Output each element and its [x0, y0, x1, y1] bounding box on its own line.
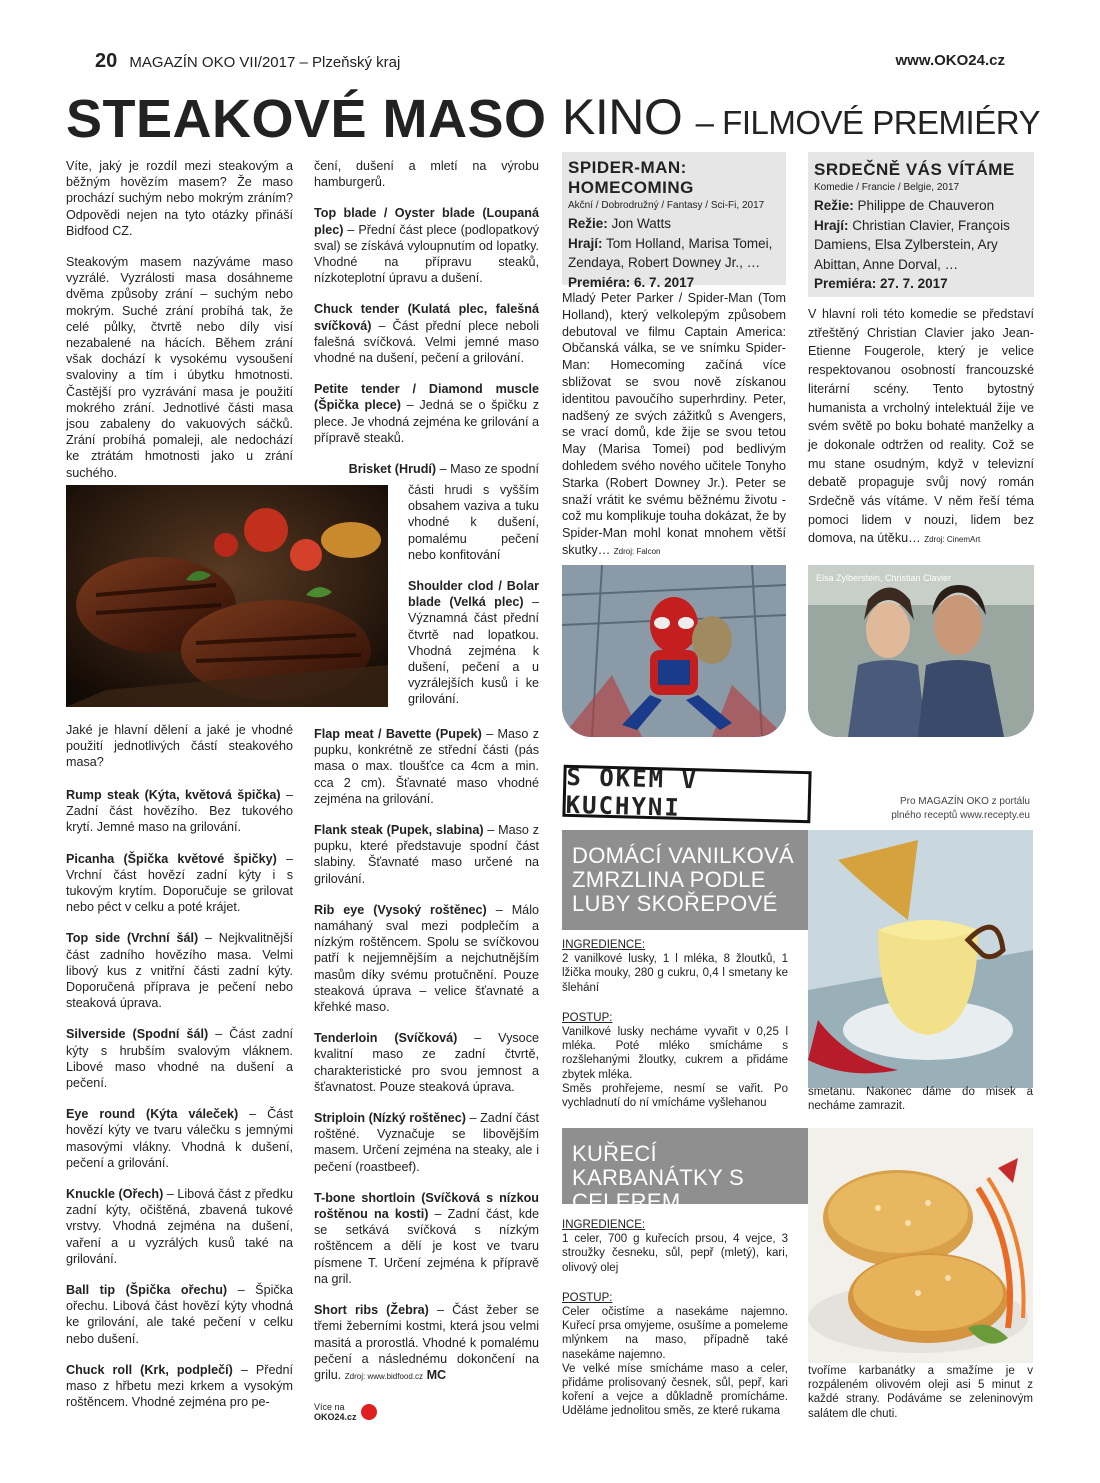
- cut-name: Tenderloin (Svíčková): [314, 1031, 458, 1046]
- cut-text: – Přední maso z hřbetu mezi krkem a vysokým roštěncem. Vhodné zejména pro pe-: [66, 1362, 293, 1410]
- cut-item: [314, 902, 539, 1015]
- cut-name: Striploin (Nízký roštěnec): [314, 1111, 466, 1126]
- recipe-credit: [891, 795, 1030, 823]
- procedure-text: Vanilkové lusky necháme vyvařit v 0,25 l mléka. Poté mléko smícháme s rozšlehanými žloutky, cukrem a přidáme zbytek mléka.: [562, 1026, 788, 1081]
- movie-info-spiderman: [562, 152, 786, 290]
- cut-name: Flank steak (Pupek, slabina): [314, 823, 484, 838]
- cut-name: Shoulder clod / Bolar blade (Velká plec): [408, 579, 539, 610]
- cut-text: části hrudi s vyšším obsahem vaziva a tuku vhodné k dušení, pomalému pečení nebo konfitování: [408, 483, 539, 562]
- photo-caption: Elsa Zylberstein, Christian Clavier: [816, 573, 952, 583]
- director-label: Režie:: [814, 198, 854, 213]
- movie-title: SRDEČNĚ VÁS VÍTÁME: [814, 160, 1015, 179]
- recipe-body-continued: [808, 1364, 1033, 1421]
- movie-director: [814, 196, 1028, 216]
- cut-item: [66, 851, 293, 916]
- cut-item: [66, 1186, 293, 1267]
- cut-item: [66, 1362, 293, 1411]
- cast-label: Hrají:: [814, 217, 849, 233]
- steak-question: Jaké je hlavní dělení a jaké je vhodné použití jednotlivých částí steakového masa?: [66, 723, 293, 770]
- cut-name: Ball tip (Špička ořechu): [66, 1283, 228, 1298]
- cut-text: – Významná část přední čtvrtě nad lopatkou. Vhodná zejména k dušení, pečení a u vyzrálejších kusů i ke grilování.: [408, 595, 539, 707]
- cut-name: Petite tender / Diamond muscle (Špička plece): [314, 382, 539, 413]
- ingredients-label: INGREDIENCE:: [562, 939, 646, 951]
- procedure-label: POSTUP:: [562, 1291, 613, 1304]
- recipe-title: [562, 1128, 810, 1214]
- ingredients-text: 2 vanilkové lusky, 1 l mléka, 8 žloutků, 1 lžička mouky, 280 g cukru, 0,4 l smetany ke šlehání: [562, 953, 788, 994]
- premiere-value: 6. 7. 2017: [630, 274, 695, 290]
- cut-text: – Část hovězí kýty ve tvaru válečku s jemnými masovými vlákny. Vhodná k dušení, pečení a grilování.: [66, 1107, 293, 1170]
- steak-column-2-narrow: [408, 482, 539, 708]
- cut-name: Silverside (Spodní šál): [66, 1027, 209, 1042]
- cut-item: [314, 381, 539, 446]
- cut-name: Eye round (Kýta váleček): [66, 1107, 239, 1122]
- cut-text: – Část zadní kýty s hrubším svalovým vláknem. Libové maso vhodné na dušení a pečení.: [66, 1027, 293, 1091]
- cut-name: Knuckle (Ořech): [66, 1187, 164, 1202]
- srdecne-photo: [808, 565, 1034, 737]
- source-credit: Zdroj: www.bidfood.cz: [344, 1371, 424, 1381]
- cast-value: Christian Clavier, François Damiens, Elsa Zylberstein, Ary Abittan, Anne Dorval, …: [814, 217, 1010, 272]
- cut-text: – Maso z pupku, které představuje spodní část slabiny. Šťavnaté maso určené na grilování.: [314, 823, 539, 886]
- cut-text: – Nejkvalitnější část zadního hovězího masa. Velmi libový kus z vnitřní části zadní kýty. Doporučená příprava je pečení nebo steaková úprava.: [66, 931, 293, 1011]
- movie-text: V hlavní roli této komedie se představí ztřeštěný Christian Clavier jako Jean-Etienne Fougerole, který je velice respektovanou osobností francouzské literární scény. Tento bytostný humanista a vrcholný intelektuál žije ve svém světě po boku bohaté manželky a je dokonale odtržen od reality. Což se mu stane osudným, když v televizní debatě propaguje svůj nový román Srdečně vás vítáme. V něm řeší téma pomoci lidem v nouzi, lidem bez domova, na útěku…: [808, 307, 1034, 546]
- cut-text: – Špička ořechu. Libová část hovězí kýty vhodná ke grilování, ale také pečení v celku nebo dušení.: [66, 1283, 293, 1346]
- procedure-text: Celer očistíme a nasekáme najemno. Kuřecí prsa omyjeme, osušíme a pomeleme mlýnkem na maso, případně také nasekáme najemno.: [562, 1306, 788, 1361]
- cut-text: – Vrchní část hovězí zadní kýty i s tukovým krytím. Doporučuje se grilovat nebo péct v celku a poté krájet.: [66, 851, 293, 915]
- procedure-label: POSTUP:: [562, 1011, 613, 1024]
- premiere-value: 27. 7. 2017: [876, 276, 948, 291]
- movie-director: [568, 214, 780, 234]
- cut-name: Picanha (Špička květové špičky): [66, 851, 277, 866]
- cast-value: Tom Holland, Marisa Tomei, Zendaya, Robert Downey Jr., …: [568, 235, 773, 270]
- credit-line: plného receptů www.recepty.eu: [891, 810, 1030, 821]
- cut-text: – Zadní část hovězího. Bez tukového krytí. Jemné maso na grilování.: [66, 788, 293, 835]
- cut-item: [314, 726, 539, 807]
- steak-paragraph: Steakovým masem nazýváme maso vyzrálé. Vyzrálosti masa dosáhneme dvěma způsoby zrání – suchým nebo mokrým. Suché zrání probíhá tak, že celé půlky, čtvrtě nebo díly visí nezabalené na hácích. Během zrání však dochází k vysokému vysoušení svaloviny a tím i úbytku hmotnosti. Častější pro vyzrávání masa je použití mokrého zrání. Jednotlivé části masa jsou zabaleny do vakuových sáčků. Zrání probíhá pomaleji, ale nedochází ke ztrátám hmotnosti jako u zrání suchého.: [66, 255, 293, 480]
- kino-title: [562, 88, 1040, 146]
- steak-column-2-lower: [314, 726, 539, 1385]
- cut-item: [66, 1106, 293, 1171]
- cut-item: [314, 1302, 539, 1385]
- procedure-text: smetanu. Nakonec dáme do misek a necháme zamrazit.: [808, 1086, 1033, 1113]
- cut-text: – Zadní část roštěné. Vyznačuje se libovějším masem. Určení zejména na steaky, ale i pečení (roastbeef).: [314, 1111, 539, 1174]
- recipe-body-continued: [808, 1085, 1033, 1113]
- cut-name: Flap meat / Bavette (Pupek): [314, 727, 482, 741]
- source-credit: Zdroj: CinemArt: [924, 535, 981, 545]
- cut-name: Chuck roll (Krk, podplečí): [66, 1362, 233, 1377]
- cut-name: Rump steak (Kýta, květová špička): [66, 788, 281, 802]
- procedure-text: tvoříme karbanátky a smažíme je v rozpáleném olivovém oleji asi 5 minut z každé strany. Podáváme se zeleninovým salátem dle chuti.: [808, 1365, 1033, 1420]
- movie-premiere: [814, 274, 1028, 294]
- cast-label: Hrají:: [568, 235, 603, 251]
- kino-heading: KINO: [562, 89, 683, 145]
- movie-info-srdecne: [808, 152, 1034, 297]
- cut-item: [314, 301, 539, 366]
- credit-line: Pro MAGAZÍN OKO z portálu: [899, 796, 1030, 807]
- cut-name: Rib eye (Vysoký roštěnec): [314, 902, 487, 917]
- cut-name: Top side (Vrchní šál): [66, 931, 199, 946]
- author-initials: MC: [426, 1367, 447, 1382]
- premiere-label: Premiéra:: [814, 276, 877, 291]
- movie-cast: [568, 234, 780, 273]
- cut-text: – Zadní část, kde se setkává svíčková s nízkým roštěncem a dělí je kost ve tvaru písmene T. Určení zejména k přípravě na gril.: [314, 1207, 540, 1286]
- publication-name: MAGAZÍN OKO VII/2017 – Plzeňský kraj: [129, 54, 401, 71]
- oko-logo-icon: [361, 1404, 377, 1420]
- website-link[interactable]: www.OKO24.cz: [895, 52, 1005, 69]
- movie-genre: Komedie / Francie / Belgie, 2017: [814, 182, 960, 193]
- cut-text: – Část žeber se třemi žeberními kostmi, která jsou velmi masitá a prorostlá. Vhodné k pomalému pečení a následnému dokončení na grilu.: [314, 1303, 539, 1382]
- movie-text: Mladý Peter Parker / Spider-Man (Tom Holland), který velkolepým způsobem debutoval ve filmu Captain America: Občanská válka, se ve snímku Spider-Man: Homecoming začíná více sbližovat se svou nově získanou identitou pavoučího superhrdiny. Peter, nadšený ze svých zážitků s Avengers, se vrací domů, kde žije se svou tetou May (Marisa Tomei) pod bedlivým dohledem svého nového učitele Tonyho Starka (Robert Downey Jr.). Peter se snaží vrátit ke svému běžnému životu - což mu komplikuje touha dokázat, že by Spider-Man mohl konat mnohem větší skutky…: [562, 291, 786, 557]
- recipe-body: [562, 938, 788, 1110]
- cut-text: – Vysoce kvalitní maso ze zadní čtvrtě, charakteristické pro svou jemnost a šťavnatost. Pouze steaková úprava.: [314, 1031, 539, 1094]
- director-label: Režie:: [568, 216, 608, 231]
- steak-column-2: [314, 158, 539, 477]
- cut-item: [66, 1282, 293, 1347]
- movie-description: [562, 290, 786, 561]
- recipe-title: [562, 830, 810, 930]
- page-number: 20: [95, 50, 118, 72]
- movie-title: SPIDER-MAN: HOMECOMING: [568, 158, 694, 197]
- steak-intro: Víte, jaký je rozdíl mezi steakovým a běžným hovězím masem? Že maso prochází suchým nebo mokrým zráním? Odpovědi nejen na tyto otázky přináší Bidfood CZ.: [66, 159, 293, 238]
- cut-name: Brisket (Hrudí): [348, 462, 437, 477]
- cut-item: [314, 1030, 539, 1095]
- cut-item: [314, 822, 539, 887]
- steak-photo: [66, 485, 388, 707]
- premiere-label: Premiéra:: [568, 274, 631, 290]
- procedure-text: Směs prohřejeme, nesmí se vařit. Po vychladnutí do ní vmícháme vyšlehanou: [562, 1082, 788, 1110]
- cut-item: [408, 578, 539, 708]
- more-site: OKO24.cz: [314, 1412, 357, 1422]
- ingredients-label: INGREDIENCE:: [562, 1219, 646, 1231]
- cut-text: – Část přední plece neboli falešná svíčková. Velmi jemné maso vhodné na dušení, pečení a grilování.: [314, 318, 539, 366]
- patties-photo: [808, 1128, 1033, 1363]
- cut-text: – Jedná se o špičku z plece. Je vhodná zejména ke grilování a přípravě steaků.: [314, 398, 539, 445]
- spiderman-photo: [562, 565, 786, 737]
- recipe-title-text: DOMÁCÍ VANILKOVÁ ZMRZLINA PODLE LUBY SKOŘEPOVÉ: [572, 843, 794, 916]
- director-value: Jon Watts: [607, 216, 672, 231]
- cut-text: – Málo namáhaný sval mezi podplečím a nízkým roštěncem. Spolu se svíčkovou patří k nejjemnějším a nejchutnějším masům díky svému protučnění. Pouze steaková úprava – velice šťavnaté a křehké maso.: [314, 902, 539, 1015]
- cut-item: [66, 787, 293, 836]
- cut-text: – Libová část z předku zadní kýty, očištěná, zbavená tukové vrstvy. Vhodná zejména na dušení, vaření a u vyzrálých kusů také na grilování.: [66, 1187, 293, 1266]
- steak-title: STEAKOVÉ MASO: [66, 89, 547, 149]
- cut-item: [314, 1110, 539, 1175]
- procedure-text: Ve velké míse smícháme maso a celer, přidáme prolisovaný česnek, sůl, pepř, kari koření a vejce a důkladně promícháme. Uděláme jednolitou směs, ze které rukama: [562, 1362, 788, 1418]
- cut-item: [66, 1026, 293, 1091]
- cut-name: Short ribs (Žebra): [314, 1303, 429, 1318]
- cut-text: – Maso z pupku, konkrétně ze střední části (pás masa o max. tloušťce ca 4cm a min. cca 2 cm). Šťavnaté maso vhodné zejména na grilování.: [314, 727, 539, 806]
- steak-question-block: [66, 722, 293, 771]
- ingredients-text: 1 celer, 700 g kuřecích prsou, 4 vejce, 3 stroužky česneku, sůl, pepř (mletý), kari, olivový olej: [562, 1233, 788, 1274]
- column-continuation: čení, dušení a mletí na výrobu hamburgerů.: [314, 159, 539, 190]
- cut-text: – Maso ze spodní: [436, 462, 539, 477]
- movie-cast: [814, 216, 1028, 275]
- cut-name: Chuck tender (Kulatá plec, falešná svíčková): [314, 302, 539, 333]
- ice-cream-photo: [808, 830, 1033, 1088]
- cut-item: [314, 1190, 539, 1287]
- recipe-body: [562, 1218, 788, 1419]
- steak-column-1: [66, 158, 293, 481]
- source-credit: Zdroj: Falcon: [613, 546, 661, 556]
- movie-description: [808, 305, 1034, 550]
- more-on-site[interactable]: [314, 1402, 377, 1422]
- movie-genre: Akční / Dobrodružný / Fantasy / Sci-Fi, 2017: [568, 200, 765, 211]
- kino-subheading: – FILMOVÉ PREMIÉRY: [695, 104, 1040, 141]
- cut-item: [66, 930, 293, 1011]
- cut-name: Top blade / Oyster blade (Loupaná plec): [314, 206, 539, 237]
- cut-item: [314, 205, 539, 286]
- cut-text: – Přední část plece (podlopatkový sval) se získává vyloupnutím od lopatky. Vhodné na přípravu steaků, nízkoteplotní úpravu a dušení.: [314, 222, 539, 286]
- recipe-title-text: KUŘECÍ KARBANÁTKY S CELEREM: [572, 1141, 744, 1214]
- page-header: [95, 50, 1005, 72]
- cut-item: [314, 461, 539, 477]
- more-label: Více na: [314, 1402, 345, 1412]
- steak-cuts-list-a: [66, 787, 293, 1411]
- director-value: Philippe de Chauveron: [853, 198, 995, 213]
- cut-name: T-bone shortloin (Svíčková s nízkou roštěnou na kosti): [314, 1190, 539, 1222]
- kitchen-stamp: S OKEM V KUCHYNI: [562, 765, 811, 823]
